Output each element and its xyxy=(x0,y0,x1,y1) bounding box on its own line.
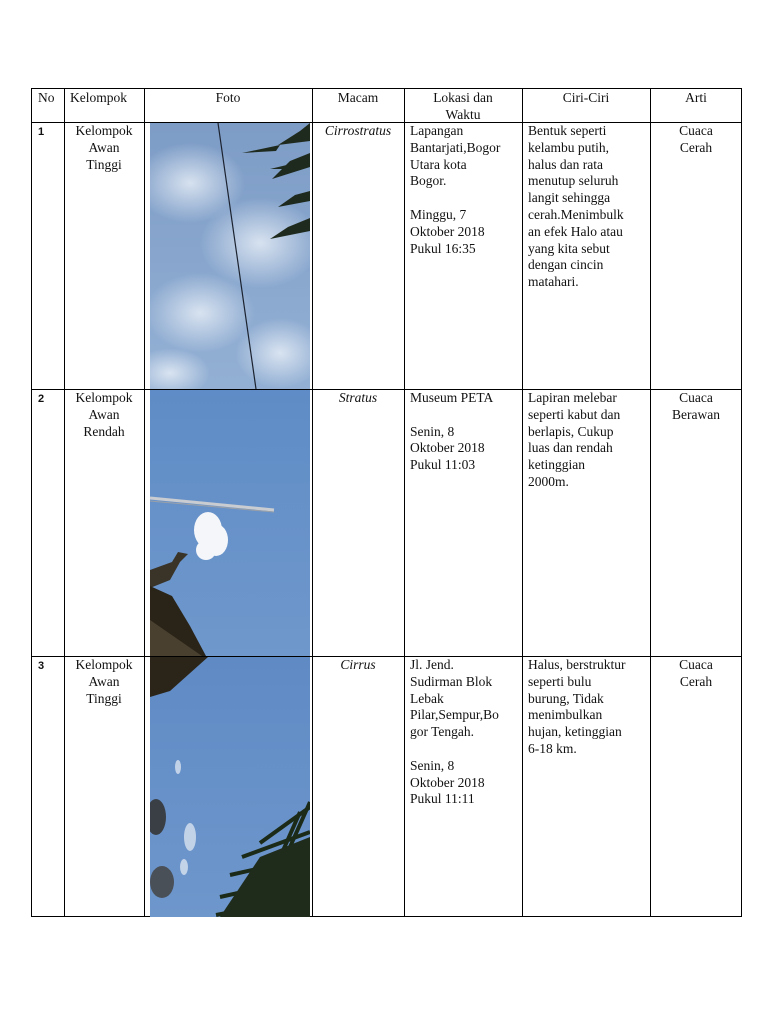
column-divider xyxy=(144,89,145,916)
row-3-lokasi: Jl. Jend. Sudirman Blok Lebak Pilar,Sempur,Bo gor Tengah. Senin, 8 Oktober 2018 Pukul 11:11 xyxy=(410,657,499,807)
row-3-macam: Cirrus xyxy=(340,657,376,672)
header-lokasi: Lokasi dan Waktu xyxy=(433,90,493,122)
row-1-macam: Cirrostratus xyxy=(324,123,392,138)
header-ciri: Ciri-Ciri xyxy=(562,90,610,105)
row-2-lokasi: Museum PETA Senin, 8 Oktober 2018 Pukul 11:03 xyxy=(410,390,494,473)
row-1-kelompok: Kelompok Awan Tinggi xyxy=(75,123,133,172)
row-2-macam: Stratus xyxy=(338,390,378,405)
row-2-kelompok: Kelompok Awan Rendah xyxy=(75,390,133,439)
row-2-arti: Cuaca Berawan xyxy=(672,390,720,422)
sky-cirrus-photo xyxy=(150,657,310,917)
row-3-number: 3 xyxy=(38,660,45,672)
header-no: No xyxy=(38,90,55,105)
row-1-lokasi: Lapangan Bantarjati,Bogor Utara kota Bogor. Minggu, 7 Oktober 2018 Pukul 16:35 xyxy=(410,123,501,256)
column-divider xyxy=(312,89,313,916)
header-arti: Arti xyxy=(685,90,707,105)
row-2-number: 2 xyxy=(38,393,45,405)
row-3-kelompok: Kelompok Awan Tinggi xyxy=(75,657,133,706)
row-3-ciri: Halus, berstruktur seperti bulu burung, Tidak menimbulkan hujan, ketinggian 6-18 km. xyxy=(528,657,626,756)
column-divider xyxy=(650,89,651,916)
row-1-ciri: Bentuk seperti kelambu putih, halus dan rata menutup seluruh langit sehingga cerah.Menimbulk an efek Halo atau yang kita sebut dengan cincin matahari. xyxy=(528,123,624,290)
column-divider xyxy=(64,89,65,916)
row-1-arti: Cuaca Cerah xyxy=(679,123,713,155)
sky-stratus-photo xyxy=(150,390,310,656)
header-kelompok: Kelompok xyxy=(70,90,127,105)
header-macam: Macam xyxy=(337,90,379,105)
row-3-arti: Cuaca Cerah xyxy=(679,657,713,689)
header-foto: Foto xyxy=(215,90,241,105)
row-2-ciri: Lapiran melebar seperti kabut dan berlapis, Cukup luas dan rendah ketinggian 2000m. xyxy=(528,390,621,489)
row-1-number: 1 xyxy=(38,126,45,138)
cloud-observation-table xyxy=(31,88,742,917)
sky-cirrostratus-photo xyxy=(150,123,310,389)
